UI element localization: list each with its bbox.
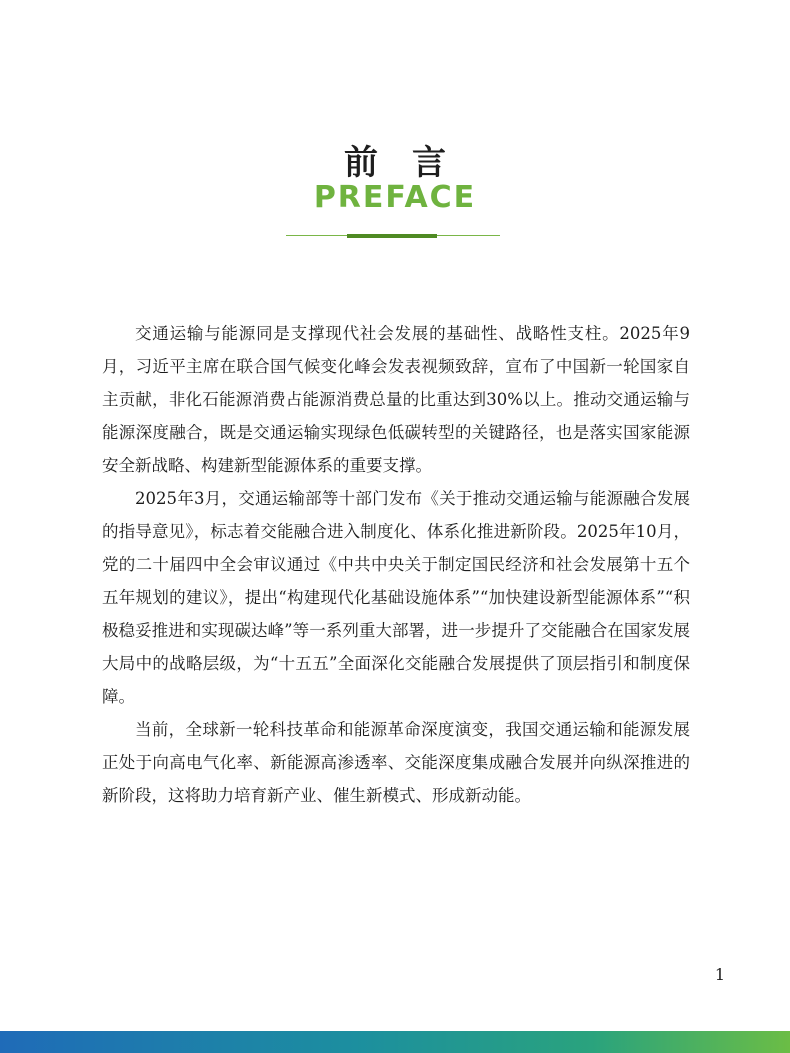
preface-body	[102, 317, 690, 812]
title-divider-accent	[347, 234, 437, 238]
paragraph-1: 交通运输与能源同是支撑现代社会发展的基础性、战略性支柱。2025年9月，习近平主席在联合国气候变化峰会发表视频致辞，宣布了中国新一轮国家自主贡献，非化石能源消费占能源消费总量的比重达到30%以上。推动交通运输与能源深度融合，既是交通运输实现绿色低碳转型的关键路径，也是落实国家能源安全新战略、构建新型能源体系的重要支撑。	[102, 324, 690, 475]
page-title-english: PREFACE	[313, 180, 477, 215]
paragraph-3: 当前，全球新一轮科技革命和能源革命深度演变，我国交通运输和能源发展正处于向高电气化率、新能源高渗透率、交能深度集成融合发展并向纵深推进的新阶段，这将助力培育新产业、催生新模式、形成新动能。	[102, 720, 690, 805]
footer-gradient-band	[0, 1031, 790, 1053]
page-number: 1	[714, 965, 726, 984]
paragraph-2: 2025年3月，交通运输部等十部门发布《关于推动交通运输与能源融合发展的指导意见》，标志着交能融合进入制度化、体系化推进新阶段。2025年10月，党的二十届四中全会审议通过《中共中央关于制定国民经济和社会发展第十五个五年规划的建议》，提出“构建现代化基础设施体系”“加快建设新型能源体系”“积极稳妥推进和实现碳达峰”等一系列重大部署，进一步提升了交能融合在国家发展大局中的战略层级，为“十五五”全面深化交能融合发展提供了顶层指引和制度保障。	[102, 489, 690, 706]
page-title-chinese: 前言	[344, 143, 480, 183]
